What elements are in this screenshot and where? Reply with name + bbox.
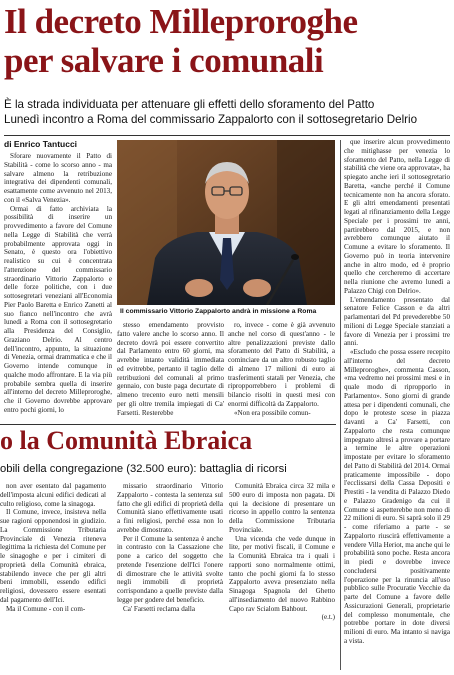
headline-line-2: per salvare i comunali — [4, 41, 324, 80]
second-article-column-1 — [0, 482, 106, 672]
article-paragraph: Per il Comune la sentenza è anche in contrasto con la Cassazione che pone a carico del soggetto che pretende l'esenzione dell'Ici l'onere di dimostrare che le attività svolte negli immobili di proprietà corrispondano a quelle previste dalla legge per godere del beneficio. — [117, 534, 223, 604]
article-paragraph: «Non era possibile comun- — [234, 408, 311, 417]
byline: di Enrico Tantucci — [4, 139, 78, 149]
article-paragraph: Sforare nuovamente il Patto di Stabilità - come lo scorso anno - ma salvare almeno la retribuzione integrativa dei dipendenti comunali, esattamente come avvenuto nel 2013, con il «Salva Venezia». — [4, 152, 112, 204]
column-separator — [340, 140, 341, 670]
article-paragraph: Ma il Comune - con il com- — [6, 604, 86, 613]
article-paragraph: Una vicenda che vede dunque in lite, per motivi fiscali, il Comune e la Comunità Ebraica tra i quali i rapporti sono normalmente ottimi, tanto che pochi giorni fa lo stesso Zappalorto aveva presenziato nella Sinagoga Spagnola del Ghetto all'insediamento del nuovo Rabbino Capo rav Scialom Bahbout. — [229, 534, 335, 613]
portrait-image — [117, 140, 335, 305]
second-article-column-3 — [229, 482, 335, 672]
article-paragraph: L'emendamento presentato dal senatore Felice Casson e da altri parlamentari del Pd prevederebbe 50 milioni di Legge Speciale stanziati a favore di Venezia per i prossimi tre anni. — [344, 295, 450, 348]
photo-caption: Il commissario Vittorio Zappalorto andrà in missione a Roma — [120, 308, 317, 315]
article-paragraph: Ormai di fatto archiviata la possibilità di inserire un provvedimento a favore del Comune nella Legge di Stabilità che verrà probabilmente approvata oggi in Senato, è questo ora l'obiettivo realistico su cui è concentrata l'attenzione del commissario straordinario Vittorio Zappalorto e delle forze politiche, con i due sottosegretari veneziani all'Economia Pier Paolo Baretta e Enrico Zanetti al suo fianco nell'incontro che avrà lunedì a Roma con il sottosegretario alla Presidenza del Consiglio, Graziano Delrio. Al centro dell'incontro, appunto, la situazione di Venezia, ormai drammatica e che il Governo intende comunque in qualche modo affrontare. E la via più probabile sembra quella di inserire all'interno del decreto Milleproroghe, che il Governo dovrebbe approvare entro pochi giorni, lo — [4, 204, 112, 414]
section-divider — [0, 424, 336, 425]
article-paragraph: Comunità Ebraica circa 32 mila e 500 euro di imposta non pagata. Di qui la decisione di presentare un ricorso in appello contro la sentenza della Commissione Tributaria Provinciale. — [229, 482, 335, 534]
article-paragraph: non aver esentato dal pagamento dell'imposta alcuni edifici dedicati al culto religioso, come la sinagoga. — [0, 482, 106, 508]
article-column-4 — [344, 138, 450, 670]
article-headline — [4, 2, 450, 80]
second-article-headline: o la Comunità Ebraica — [0, 426, 253, 455]
article-signature: (e.t.) — [321, 613, 335, 622]
article-column-2 — [117, 321, 224, 422]
article-subheading — [4, 97, 450, 127]
article-column-1 — [4, 152, 112, 422]
subheading-line-2: Lunedì incontro a Roma del commissario Zappalorto con il sottosegretario Delrio — [4, 113, 418, 126]
article-paragraph: Ca' Farsetti reclama dalla — [123, 604, 195, 613]
article-paragraph: stesso emendamento provvisto fatto valere anche lo scorso anno. Il decreto dovrà poi essere convertito dal Parlamento entro 60 giorni, ma avrebbe intanto validità immediata ed evitrebbe, pertanto il taglio delle retribuzioni del comunali al primo gennaio, con buste paga decurtate di almeno trecento euro netti mensili per gli oltre tremila impiegati di Ca' Farsetti. Resterebbe — [117, 321, 224, 417]
second-article-column-2 — [117, 482, 223, 672]
article-paragraph: «Escludo che possa essere recepito all'interno del decreto Milleproroghe», commenta Casson, «ma vedremo nei prossimi mesi e in quale modo di ripropporlo in Parlamento». Sono giorni di grande attesa per i dipendenti comunali, che dopo le proteste scese in piazza davanti a Ca' Farsetti, con Zappalorto che resta comunque impegnato altresì a provare a portare a termine le altre operazioni impostate per evitare lo sforamento del Patto di Stabilità del 2014. Ormai praticamente impossibile - dopo l'ecclissarsi della Cassa Depositi e Prestiti - la vendita di Palazzo Diedo e Palazzo Gradenigo da cui il Comune si aspetterebbe non meno di 22 milioni di euro. Si saprà solo il 29 - come riferiamo a parte - se Zappalorto riuscirà effettivamente a vendere Villa Heriot, ma anche qui le probabilità sono poche. Resta ancora in piedi e dovrebbe invece concludersi positivamente l'operazione per la rinuncia all'uso pubblico sulle Procuratie Vecchie da parte del Comune a favore delle Assicurazioni Generali, proprietarie del complesso monumentale, che potrebbe portare in dote diversi milioni di euro. Ma intanto si naviga a vista. — [344, 348, 450, 645]
byline-divider — [4, 135, 450, 136]
article-paragraph: missario straordinario Vittorio Zappalorto - contesta la sentenza sul fatto che gli edifici di proprietà della Comunità siano effettivamente usati a fini religiosi, perché essa non lo avrebbe dimostrato. — [117, 482, 223, 534]
commissioner-photo — [117, 140, 335, 305]
article-column-3 — [228, 321, 335, 422]
second-article-subheading: obili della congregazione (32.500 euro): battaglia di ricorsi — [0, 463, 287, 475]
article-paragraph: Il Comune, invece, insisteva nella sue ragioni opponendosi in giudizio. La Commissione Tributaria Provinciale di Venezia riteneva legittima la richiesta del Comune per le sinagoghe e per i cimiteri di proprietà della Comunità ebraica, stabilendo invece che per gli altri beni immobili, essendo edifici religiosi, dovessero essere esentati dal pagamento dell'Ici. — [0, 508, 106, 604]
article-paragraph: ro, invece - come è già avvenuto anche nel corso di quest'anno - le altre penalizzazioni previste dallo sforamento del Patto di Stabilità, a cominciare da un altro robusto taglio di almeno 17 milioni di euro ai trasferimenti statali per Venezia, che ripropporrebbero i problemi di bilancio risolti in questi mesi con enormi difficoltà da Zappalorto. — [228, 321, 335, 408]
headline-line-1: Il decreto Milleproroghe — [4, 2, 358, 41]
article-paragraph: que inserire alcun provvedimento che mitighasse per venezia lo sforamento del Patto, nella Legge di stabilità che viene ora approvata», ha spiegato anche ieri il sottosegretario Baretta, «anche perché il Comune tecnicamente non ha ancora sforato. E gli altri emendamenti presentati legati al rifinanziamento della Legge Speciale per i prossimi tre anni, partirebbero dal 2015, e non avrebbero comunque aiutato il Comune a evitare lo sforamento. Il Governo può in teoria intervenire anche in altro modo, ed è proprio quello che cercheremo di accertare nella riunione che avremo lunedì a Palazzo Chigi con Delrio». — [344, 138, 450, 295]
subheading-line-1: È la strada individuata per attenuare gli effetti dello sforamento del Patto — [4, 98, 375, 111]
